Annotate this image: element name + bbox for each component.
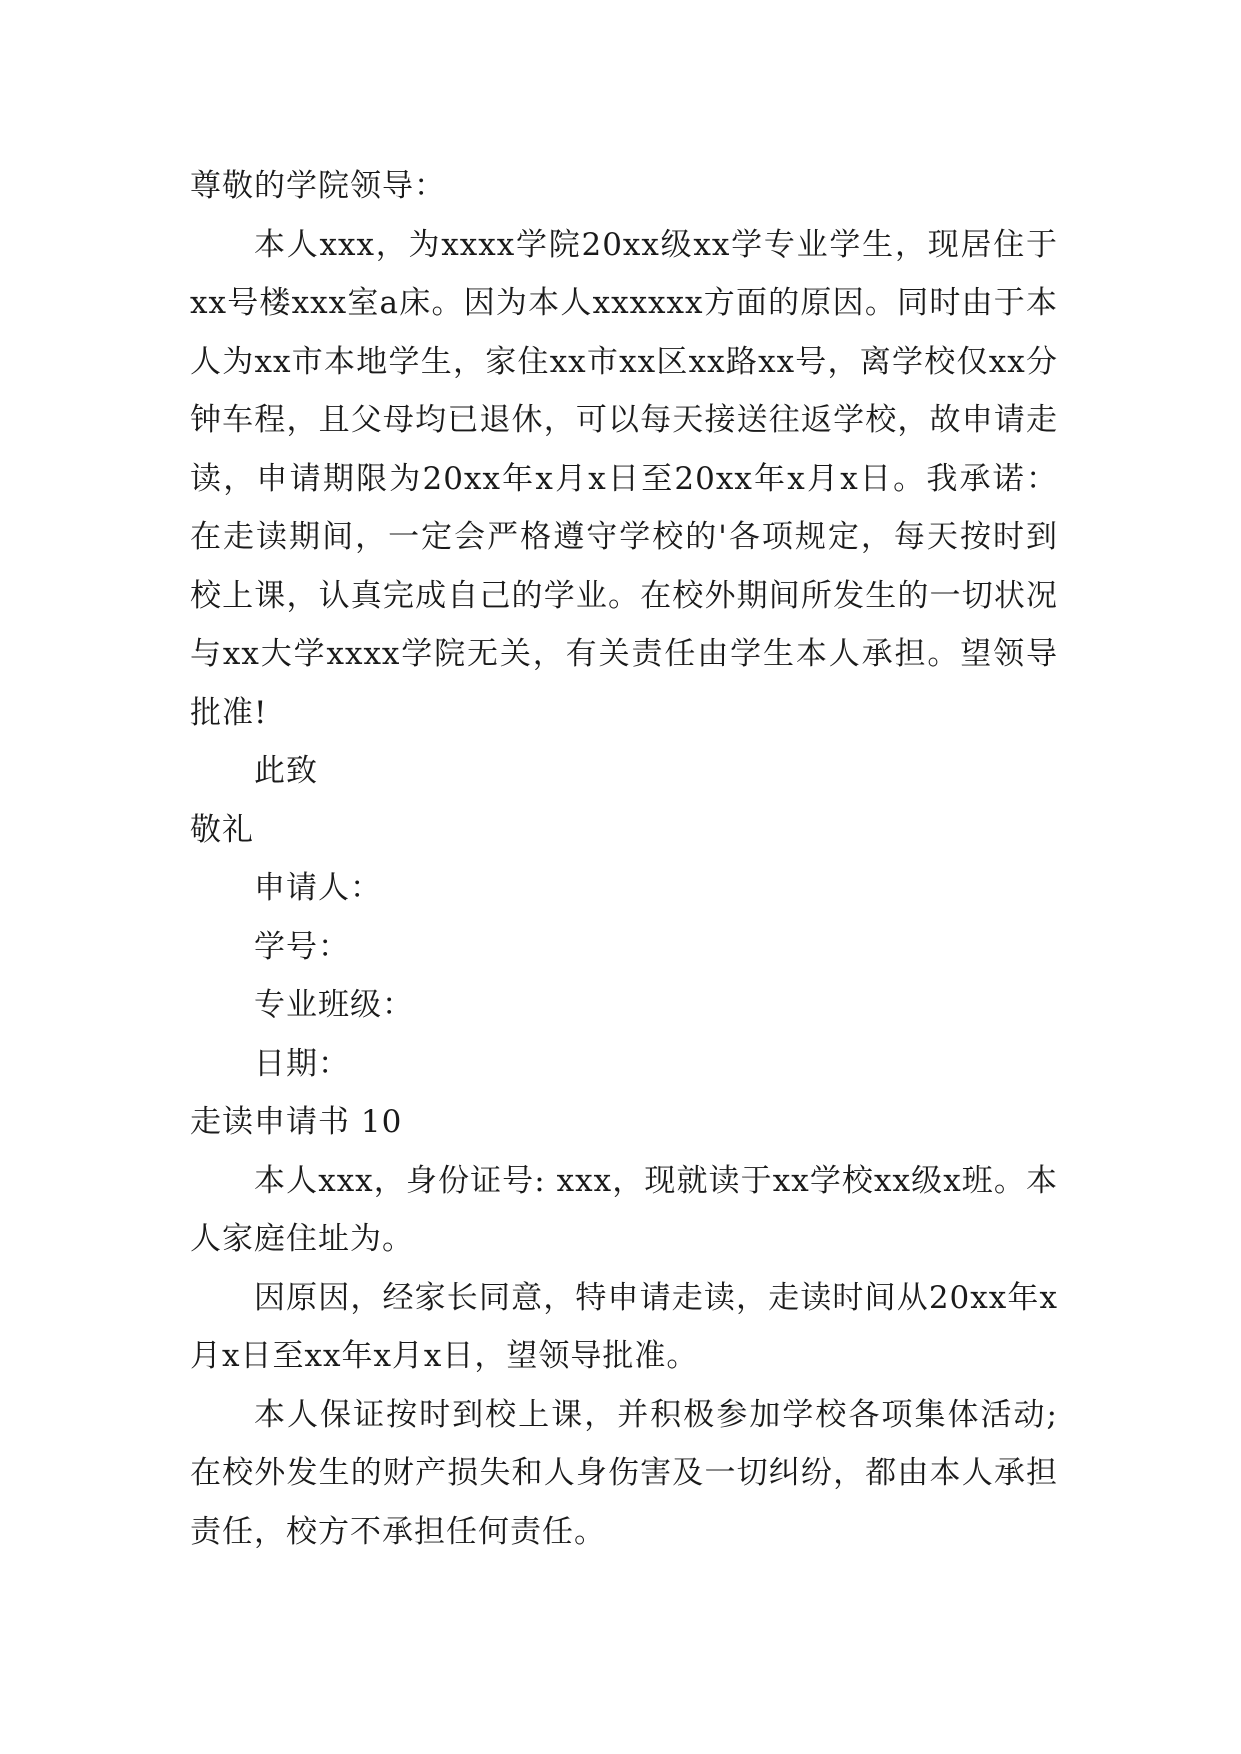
body-paragraph-3: 因原因，经家长同意，特申请走读，走读时间从20xx年x月x日至xx年x月x日，望领导批准。 (190, 1279, 1058, 1374)
field-major-class: 专业班级： (254, 987, 414, 1023)
closing-ci-zhi: 此致 (254, 753, 318, 789)
field-date: 日期： (254, 1045, 350, 1082)
body-paragraph-1: 本人xxx，为xxxx学院20xx级xx学专业学生，现居住于xx号楼xxx室a床。因为本人xxxxxx方面的原因。同时由于本人为xx市本地学生，家住xx市xx区xx路xx号，离学校仅xx分钟车程，且父母均已退休，可以每天接送往返学校，故申请走读，申请期限为20xx年x月x日至20xx年x月x日。我承诺：在走读期间，一定会严格遵守学校的'各项规定，每天按时到校上课，认真完成自己的学业。在校外期间所发生的一切状况与xx大学xxxx学院无关，有关责任由学生本人承担。望领导批准! (190, 226, 1058, 731)
body-paragraph-2: 本人xxx，身份证号: xxx，现就读于xx学校xx级x班。本人家庭住址为。 (190, 1162, 1058, 1257)
body-paragraph-4: 本人保证按时到校上课，并积极参加学校各项集体活动;在校外发生的财产损失和人身伤害及一切纠纷，都由本人承担责任，校方不承担任何责任。 (190, 1396, 1058, 1550)
section-title: 走读申请书 10 (190, 1104, 403, 1140)
field-student-id: 学号： (254, 928, 350, 965)
field-applicant: 申请人： (254, 870, 382, 906)
document-body (190, 157, 1058, 1561)
closing-jing-li: 敬礼 (190, 811, 254, 848)
salutation: 尊敬的学院领导： (190, 168, 446, 204)
